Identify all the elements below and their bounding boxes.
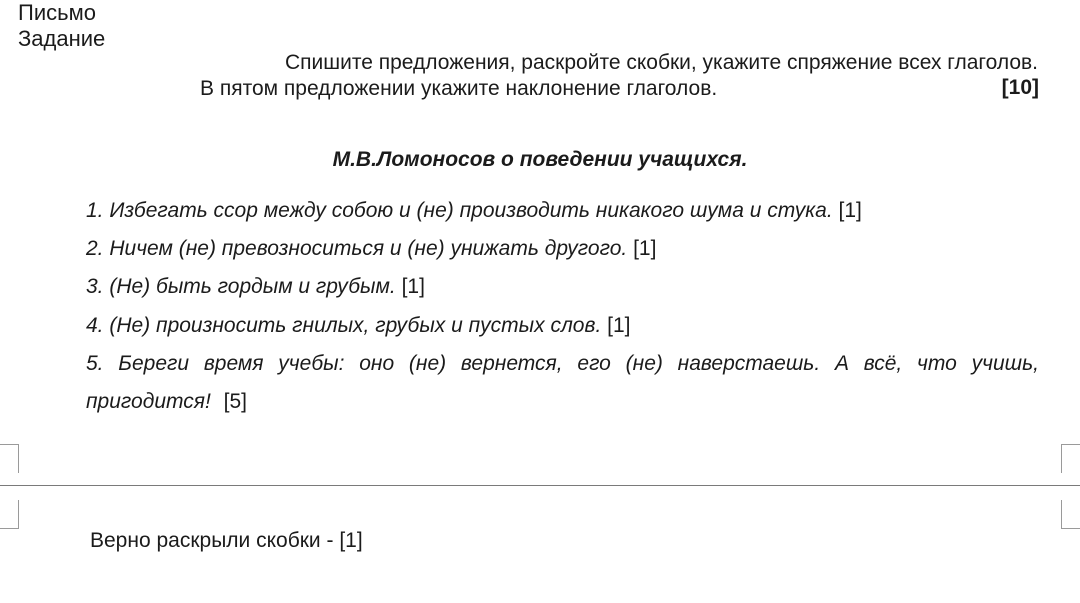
page-break-line xyxy=(0,485,1080,486)
sentence-item-2 xyxy=(86,230,1039,268)
page-corner-bottom-left xyxy=(0,500,19,529)
sentence-text: 2. Ничем (не) превозноситься и (не) унижать другого. xyxy=(86,237,628,260)
sentence-text: 3. (Не) быть гордым и грубым. xyxy=(86,275,396,298)
sentence-mark: [5] xyxy=(223,390,248,413)
instruction-line-2: В пятом предложении укажите наклонение глаголов. xyxy=(200,77,718,100)
scoring-note: Верно раскрыли скобки - [1] xyxy=(90,529,363,552)
text-title: М.В.Ломоносов о поведении учащихся. xyxy=(332,148,748,171)
page-corner-bottom-right xyxy=(1061,500,1080,529)
document-title: Письмо xyxy=(18,0,96,25)
sentence-text: 5. Береги время учебы: оно (не) вернется, его (не) наверстаешь. А всё, что учишь, пригодится! xyxy=(86,352,1039,413)
total-marks: [10] xyxy=(1001,76,1039,99)
sentence-mark: [1] xyxy=(633,237,657,260)
page-corner-top-left xyxy=(0,444,19,473)
instruction-line-1: Спишите предложения, раскройте скобки, укажите спряжение всех глаголов. xyxy=(285,51,1038,74)
sentence-text: 4. (Не) произносить гнилых, грубых и пустых слов. xyxy=(86,314,602,337)
sentence-item-1 xyxy=(86,192,1039,230)
sentence-text: 1. Избегать ссор между собою и (не) производить никакого шума и стука. xyxy=(86,199,833,222)
sentence-item-4 xyxy=(86,307,1039,345)
page-corner-top-right xyxy=(1061,444,1080,473)
task-heading: Задание xyxy=(18,26,106,51)
sentence-mark: [1] xyxy=(401,275,425,298)
sentence-item-5 xyxy=(86,345,1039,421)
sentence-item-3 xyxy=(86,268,1039,306)
sentence-mark: [1] xyxy=(838,199,862,222)
sentence-mark: [1] xyxy=(607,314,631,337)
